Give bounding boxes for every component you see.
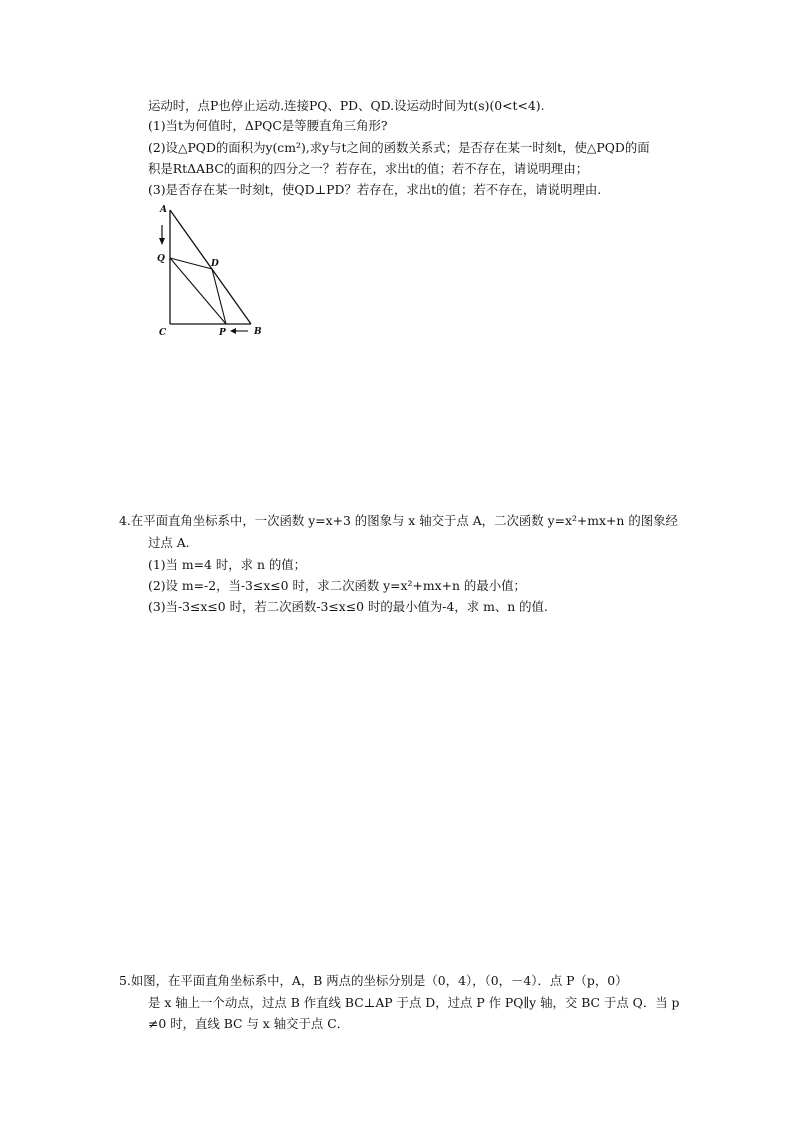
- problem5-stem-line3: ≠0 时，直线 BC 与 x 轴交于点 C．: [148, 1016, 350, 1031]
- label-Q: Q: [157, 254, 165, 264]
- problem4-question-3: (3)当-3≤x≤0 时，若二次函数-3≤x≤0 时的最小值为-4，求 m、n 的值.: [148, 599, 548, 614]
- problem3-question-2-line2: 积是RtΔABC的面积的四分之一？若存在，求出t的值；若不存在，请说明理由；: [148, 161, 589, 176]
- triangle-figure: [150, 200, 270, 340]
- label-D: D: [211, 259, 219, 269]
- label-A: A: [160, 205, 167, 215]
- problem4-stem-line2: 过点 A.: [148, 535, 190, 550]
- label-B: B: [254, 327, 262, 337]
- label-P: P: [219, 328, 226, 338]
- problem5-stem-line1: 5.如图，在平面直角坐标系中，A，B 两点的坐标分别是（0，4），（0，－4）．点 P（p，0）: [119, 973, 628, 988]
- problem4-stem-line1: 4.在平面直角坐标系中，一次函数 y=x+3 的图象与 x 轴交于点 A，二次函数 y=x²+mx+n 的图象经: [119, 513, 678, 528]
- problem4-question-1: (1)当 m=4 时，求 n 的值；: [148, 557, 307, 572]
- problem3-question-3: (3)是否存在某一时刻t，使QD⊥PD？若存在，求出t的值；若不存在，请说明理由.: [148, 182, 602, 197]
- problem3-question-1: (1)当t为何值时，ΔPQC是等腰直角三角形?: [148, 118, 388, 133]
- arrow-left-head: [230, 328, 236, 334]
- arrow-down-head: [159, 238, 165, 245]
- problem5-stem-line2: 是 x 轴上一个动点，过点 B 作直线 BC⊥AP 于点 D，过点 P 作 PQ∥y 轴，交 BC 于点 Q．当 p: [148, 995, 680, 1010]
- problem3-question-2-line1: (2)设△PQD的面积为y(cm²),求y与t之间的函数关系式；是否存在某一时刻t，使△PQD的面: [148, 140, 650, 155]
- problem4-question-2: (2)设 m=-2，当-3≤x≤0 时，求二次函数 y=x²+mx+n 的最小值；: [148, 578, 526, 593]
- label-C: C: [159, 328, 167, 338]
- problem3-continuation: 运动时，点P也停止运动.连接PQ、PD、QD.设运动时间为t(s)(0<t<4).: [148, 98, 545, 113]
